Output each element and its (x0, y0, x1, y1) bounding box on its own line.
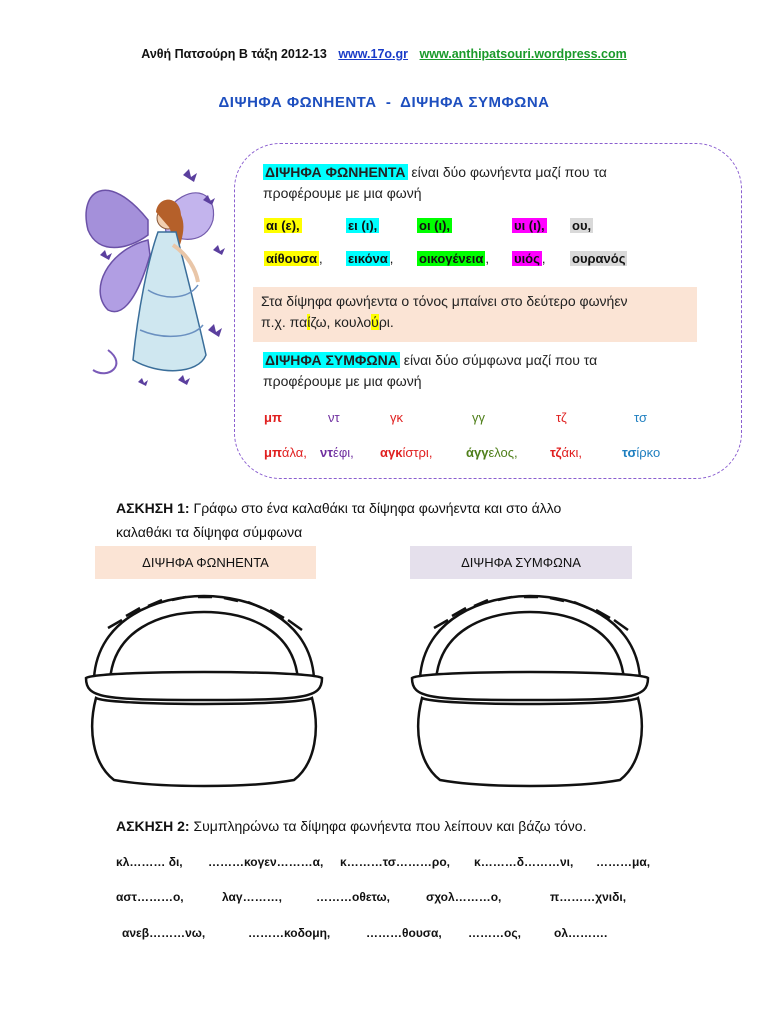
digraph: τζ (556, 410, 567, 425)
digraph: ντ (328, 410, 340, 425)
basket-label-vowels: ΔΙΨΗΦΑ ΦΩΝΗΕΝΤΑ (95, 546, 316, 579)
vowel-pair: αι (ε), (266, 218, 300, 233)
vowel-pair: ου, (572, 218, 592, 233)
link-blog[interactable]: www.anthipatsouri.wordpress.com (419, 47, 627, 61)
exercise-2: ΑΣΚΗΣΗ 2: Συμπληρώνω τα δίψηφα φωνήεντα που λείπουν και βάζω τόνο. (116, 818, 587, 834)
digraph: μπ (264, 410, 282, 425)
fill-word[interactable]: ολ………. (554, 926, 608, 940)
exercise-1: ΑΣΚΗΣΗ 1: Γράφω στο ένα καλαθάκι τα δίψηφα φωνήεντα και στο άλλο καλαθάκι τα δίψηφα σύμφωνα (116, 500, 562, 540)
link-17o[interactable]: www.17o.gr (338, 47, 409, 61)
vowel-def-2: προφέρουμε με μια φωνή (263, 185, 422, 201)
fill-word[interactable]: ………ος, (468, 926, 521, 940)
consonant-def-1: είναι δύο σύμφωνα μαζί που τα (403, 352, 598, 368)
consonant-digraphs (264, 410, 684, 428)
basket-right[interactable] (404, 588, 656, 788)
fill-word[interactable]: ………θουσα, (366, 926, 442, 940)
digraph: τσ (634, 410, 647, 425)
fill-word[interactable]: ………οθετω, (316, 890, 391, 904)
vowel-pair: ει (ι), (348, 218, 378, 233)
vowel-example: αίθουσα (266, 251, 318, 266)
fill-word[interactable]: κλ……… δι, (116, 855, 183, 869)
fill-word[interactable]: σχολ………ο, (426, 890, 502, 904)
consonant-examples: μπάλα, ντέφι, αγκίστρι, άγγελος, τζάκι, τσίρκο (264, 445, 661, 460)
vowel-example: εικόνα (348, 251, 388, 266)
consonant-term: ΔΙΨΗΦΑ ΣΥΜΦΩΝΑ (265, 352, 398, 368)
fill-word[interactable]: αστ………ο, (116, 890, 184, 904)
author-line: Ανθή Πατσούρη Β τάξη 2012-13 (141, 47, 327, 61)
exercise-1-label: ΑΣΚΗΣΗ 1: (116, 500, 190, 516)
vowel-example: ουρανός (572, 251, 626, 266)
basket-label-consonants: ΔΙΨΗΦΑ ΣΥΜΦΩΝΑ (410, 546, 632, 579)
vowel-example: οικογένεια (419, 251, 484, 266)
fill-word[interactable]: ………κογεν………α, (208, 855, 324, 869)
vowel-term: ΔΙΨΗΦΑ ΦΩΝΗΕΝΤΑ (265, 164, 406, 180)
vowel-example: υιός (514, 251, 540, 266)
fill-word[interactable]: ………κοδομη, (248, 926, 331, 940)
consonant-definition (263, 350, 703, 392)
fill-word[interactable]: κ………δ………νι, (474, 855, 574, 869)
fairy-wings-left (86, 190, 150, 311)
basket-left[interactable] (78, 588, 330, 788)
vowel-pair: οι (ι), (419, 218, 451, 233)
fill-word[interactable]: π………χνιδι, (550, 890, 627, 904)
digraph: γκ (390, 410, 403, 425)
vowel-definition (263, 162, 703, 204)
page-header (0, 47, 768, 61)
vowel-def-1: είναι δύο φωνήεντα μαζί που τα (411, 164, 607, 180)
fill-word[interactable]: ………μα, (596, 855, 651, 869)
fill-word[interactable]: ανεβ………νω, (122, 926, 206, 940)
consonant-def-2: προφέρουμε με μια φωνή (263, 373, 422, 389)
digraph: γγ (472, 410, 485, 425)
fill-word[interactable]: λαγ………, (222, 890, 282, 904)
exercise-2-label: ΑΣΚΗΣΗ 2: (116, 818, 190, 834)
fill-word[interactable]: κ………τσ………ρο, (340, 855, 451, 869)
accent-note: Στα δίψηφα φωνήεντα ο τόνος μπαίνει στο δεύτερο φωνήεν π.χ. παίζω, κουλούρι. (253, 287, 697, 342)
page-title: ΔΙΨΗΦΑ ΦΩΝΗΕΝΤΑ - ΔΙΨΗΦΑ ΣΥΜΦΩΝΑ (218, 94, 550, 111)
vowel-pair: υι (ι), (514, 218, 545, 233)
fairy-illustration (78, 160, 228, 392)
